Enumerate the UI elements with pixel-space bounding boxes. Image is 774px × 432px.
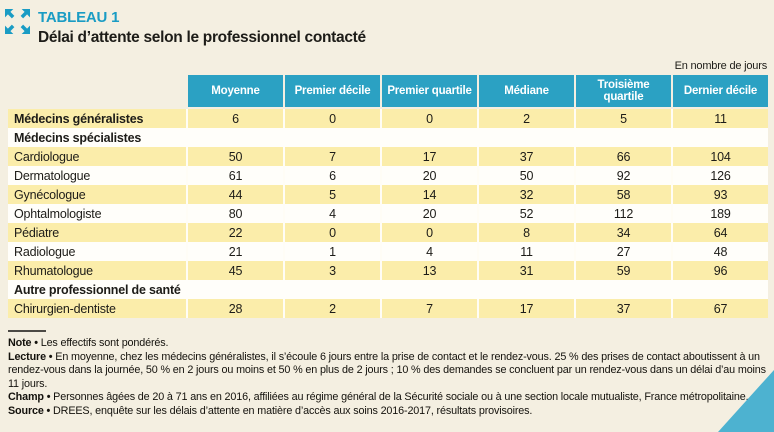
cell-value: 48 [671,242,768,261]
section-row [8,128,768,147]
row-label-header [8,75,186,109]
cell-value: 2 [283,299,380,318]
corner-triangle-decoration [718,370,774,432]
row-label: Radiologue [8,242,186,261]
table-row [8,185,768,204]
footnote-text: En moyenne, chez les médecins généralistes, il s’écoule 6 jours entre la prise de contact et le rendez-vous. 25 % des prises de contact aboutissent à un rendez-vous dans la journée, 50 % en 2 jours ou moins et 50 % en plus de 2 jours ; 10 % des demandes se concluent par un rendez-vous dans un délai d’au moins 11 jours. [8,350,766,390]
cell-value: 17 [477,299,574,318]
cell-value: 14 [380,185,477,204]
cell-value: 104 [671,147,768,166]
table-row [8,223,768,242]
cell-value: 126 [671,166,768,185]
waiting-time-table [8,75,768,318]
cell-value: 11 [671,109,768,128]
cell-value: 93 [671,185,768,204]
table-row [8,299,768,318]
cell-value: 66 [574,147,671,166]
cell-value: 0 [380,223,477,242]
cell-value: 2 [477,109,574,128]
cell-value: 61 [186,166,283,185]
table-row [8,242,768,261]
footnote-divider [8,330,46,332]
footnote-label: Lecture • [8,350,53,363]
cell-value: 20 [380,204,477,223]
cell-value: 20 [380,166,477,185]
cell-value: 11 [477,242,574,261]
footnote-line [8,405,768,419]
cell-value: 21 [186,242,283,261]
footnote-line [8,337,768,351]
figure-header [0,0,774,48]
footnote-text: Les effectifs sont pondérés. [37,337,169,349]
cell-value: 96 [671,261,768,280]
cell-value: 13 [380,261,477,280]
cell-value: 45 [186,261,283,280]
cell-value: 1 [283,242,380,261]
cell-value: 52 [477,204,574,223]
row-label: Gynécologue [8,185,186,204]
cell-value: 3 [283,261,380,280]
cell-value: 8 [477,223,574,242]
cell-value: 50 [477,166,574,185]
cell-value: 17 [380,147,477,166]
cell-value: 5 [283,185,380,204]
table-row [8,147,768,166]
cell-value: 92 [574,166,671,185]
table-kicker: TABLEAU 1 [38,9,120,26]
cell-value: 7 [283,147,380,166]
cell-value: 112 [574,204,671,223]
cell-value: 22 [186,223,283,242]
cell-value: 0 [283,223,380,242]
row-label: Ophtalmologiste [8,204,186,223]
table-row [8,204,768,223]
table-row [8,166,768,185]
footnote-text: DREES, enquête sur les délais d’attente en matière d’accès aux soins 2016-2017, résultats provisoires. [50,404,533,417]
footnote-label: Champ • [8,391,51,404]
cell-value: 50 [186,147,283,166]
cell-value: 0 [283,109,380,128]
footnote-line [8,391,768,405]
section-label: Autre professionnel de santé [8,280,768,299]
section-label: Médecins spécialistes [8,128,768,147]
cell-value: 37 [477,147,574,166]
cell-value: 6 [283,166,380,185]
column-header: Premier quartile [380,75,477,109]
row-label: Dermatologue [8,166,186,185]
cell-value: 67 [671,299,768,318]
row-label: Pédiatre [8,223,186,242]
table-title: Délai d’attente selon le professionnel contacté [38,29,366,46]
cell-value: 34 [574,223,671,242]
expand-arrows-icon[interactable] [5,9,30,34]
footnotes [8,337,768,419]
row-label: Médecins généralistes [8,109,186,128]
cell-value: 44 [186,185,283,204]
table-row [8,261,768,280]
cell-value: 32 [477,185,574,204]
cell-value: 4 [380,242,477,261]
cell-value: 64 [671,223,768,242]
cell-value: 31 [477,261,574,280]
table-row [8,109,768,128]
cell-value: 4 [283,204,380,223]
section-row [8,280,768,299]
column-header: Premier décile [283,75,380,109]
unit-note: En nombre de jours [674,60,767,72]
table-header-row [8,75,768,109]
cell-value: 58 [574,185,671,204]
footnote-line [8,351,768,392]
row-label: Cardiologue [8,147,186,166]
cell-value: 28 [186,299,283,318]
footnote-label: Source • [8,404,51,417]
cell-value: 37 [574,299,671,318]
column-header: Troisième quartile [574,75,671,109]
column-header: Médiane [477,75,574,109]
column-header: Dernier décile [671,75,768,109]
row-label: Chirurgien-dentiste [8,299,186,318]
cell-value: 0 [380,109,477,128]
cell-value: 7 [380,299,477,318]
cell-value: 189 [671,204,768,223]
cell-value: 59 [574,261,671,280]
figure-titles [38,8,366,48]
row-label: Rhumatologue [8,261,186,280]
cell-value: 80 [186,204,283,223]
column-header: Moyenne [186,75,283,109]
footnote-text: Personnes âgées de 20 à 71 ans en 2016, affiliées au régime général de la Sécurité sociale ou à une section locale mutualiste, France métropolitaine. [50,391,749,404]
cell-value: 27 [574,242,671,261]
cell-value: 5 [574,109,671,128]
footnote-label: Note • [8,337,38,349]
cell-value: 6 [186,109,283,128]
